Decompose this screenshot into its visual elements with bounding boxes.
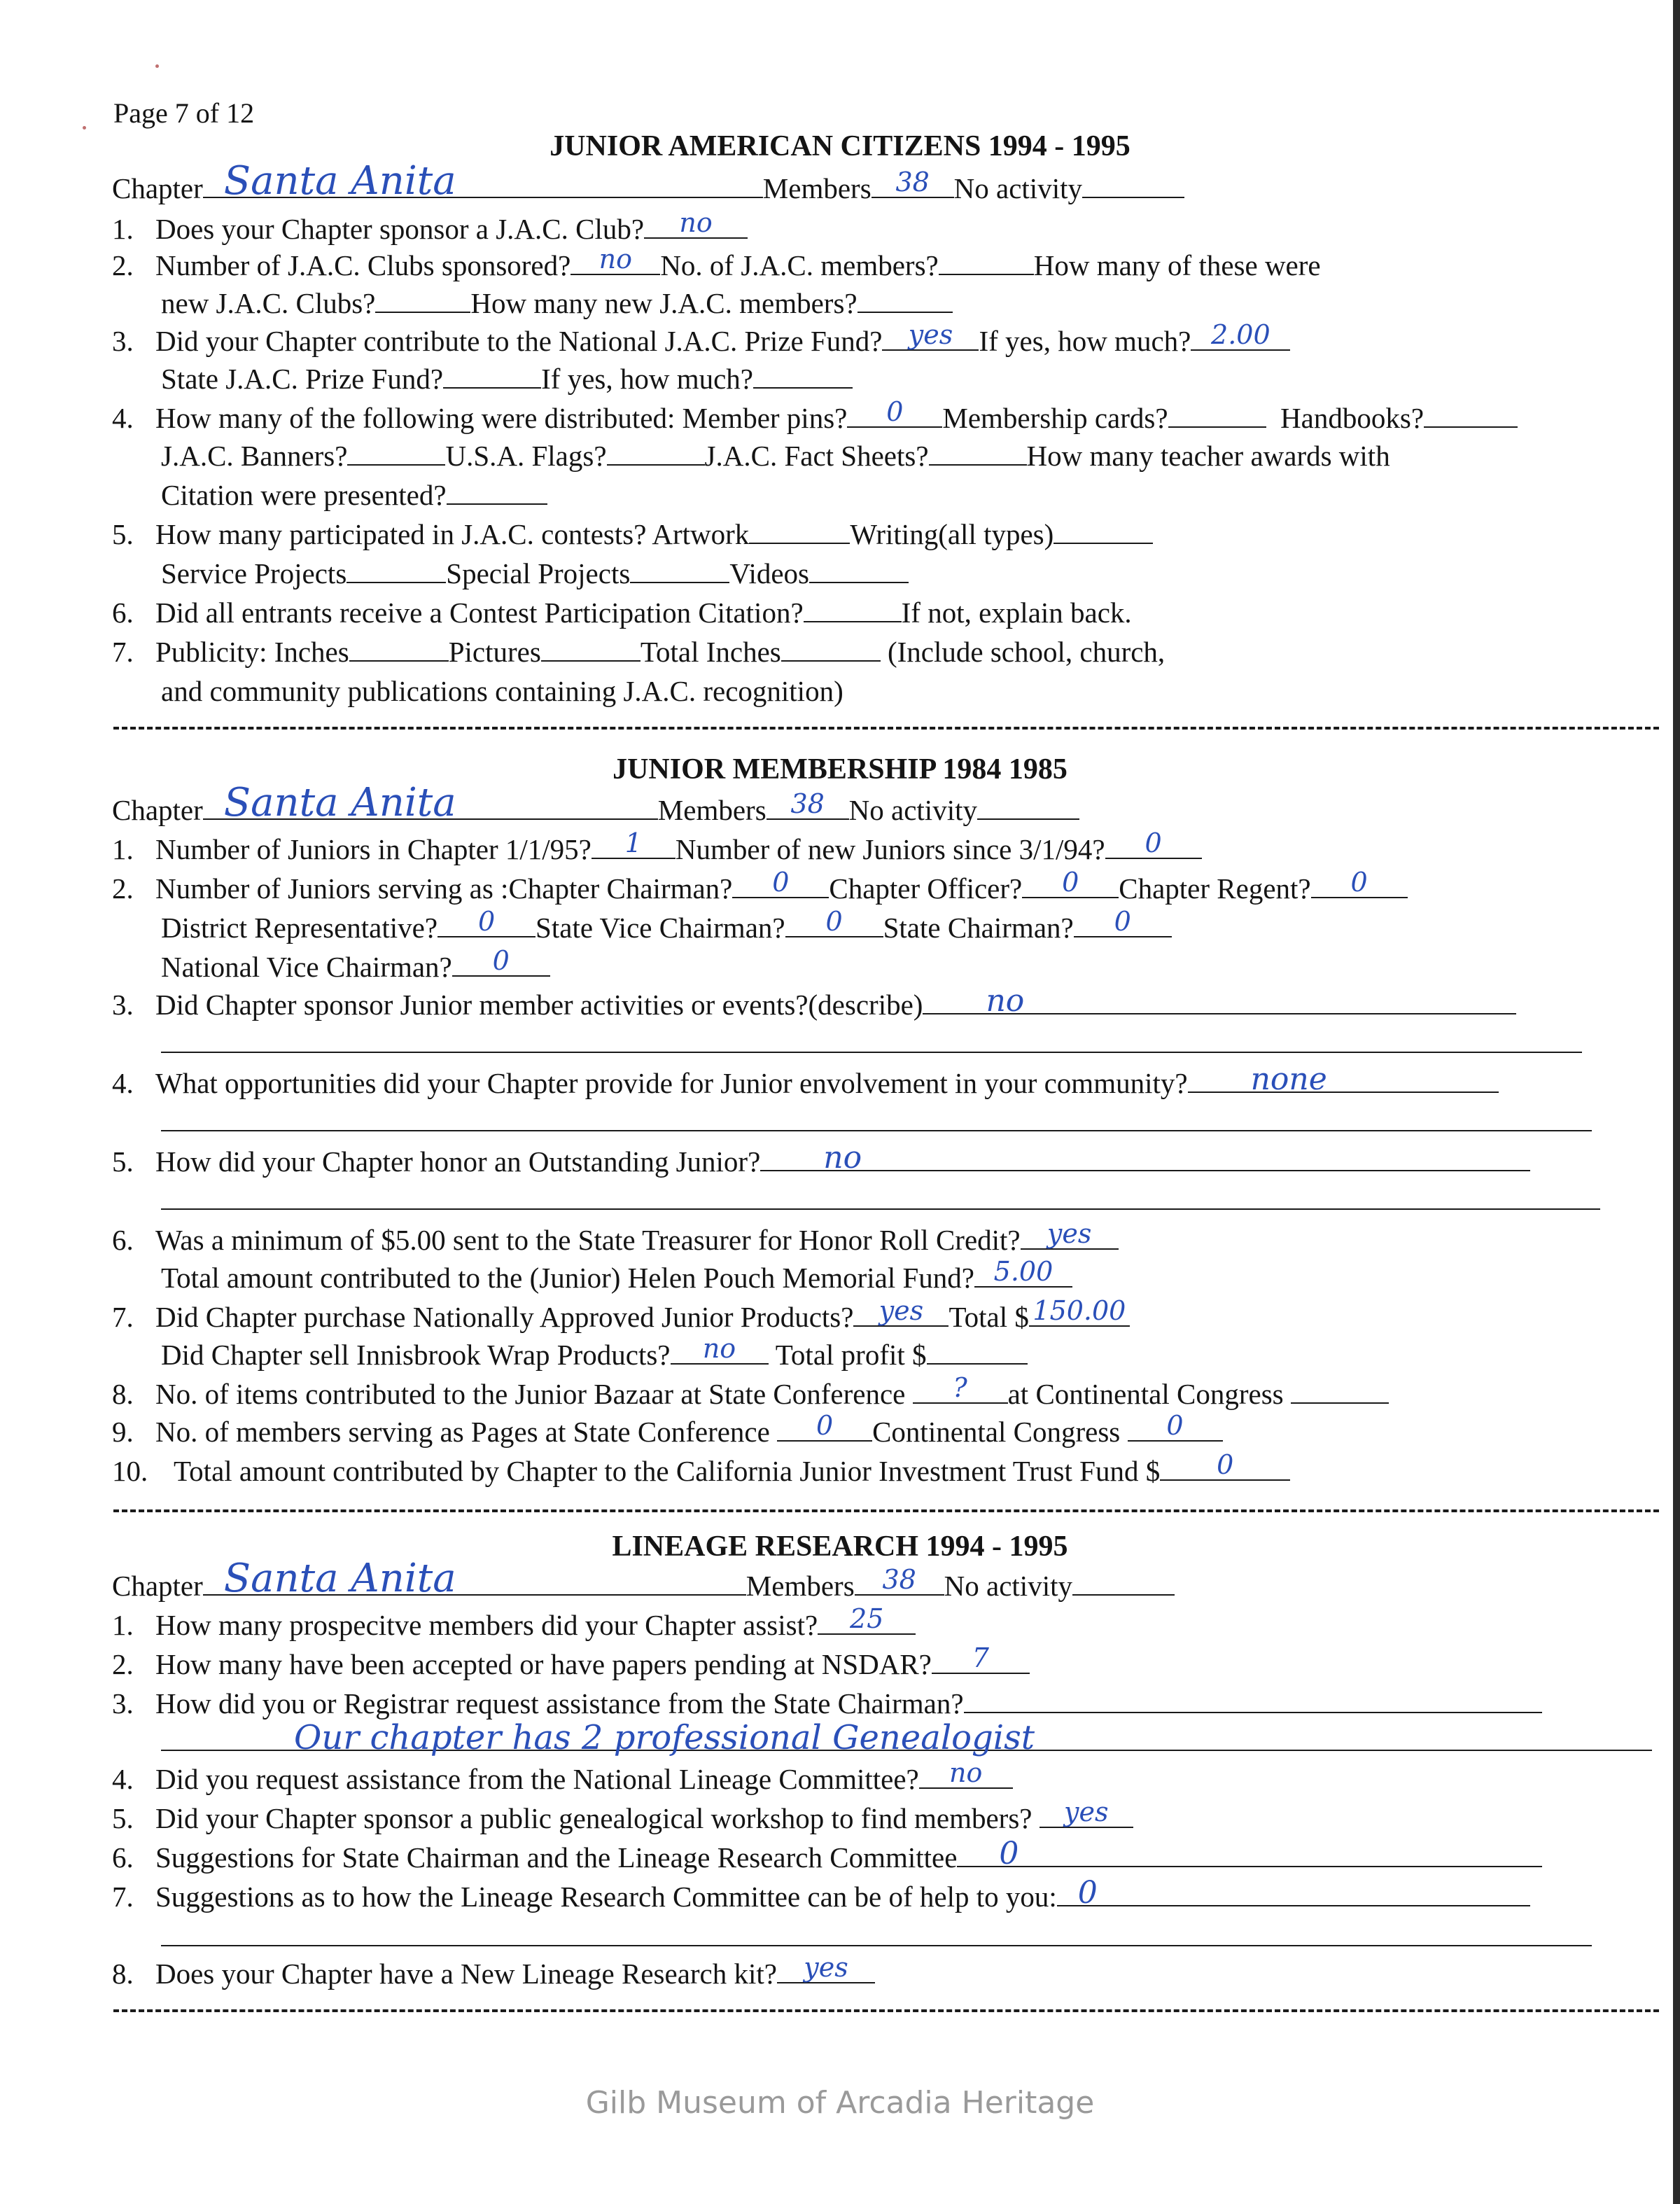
question-number: 5. (112, 1145, 134, 1178)
junior-q2 (112, 867, 1408, 905)
question-number: 3. (112, 989, 134, 1021)
question-text: If yes, how much? (979, 325, 1191, 357)
answer-field[interactable] (1021, 1218, 1119, 1250)
answer-handwritten: 0 (492, 945, 510, 976)
answer-field[interactable] (161, 1718, 1652, 1757)
answer-field[interactable] (570, 244, 660, 275)
question-text: If not, explain back. (901, 597, 1132, 629)
jac-q5 (112, 518, 1153, 550)
question-number: 2. (112, 249, 134, 281)
lineage-q1 (112, 1603, 916, 1641)
answer-field[interactable] (777, 1410, 872, 1442)
answer-handwritten: yes (1046, 1218, 1092, 1249)
lineage-q8 (112, 1952, 875, 1990)
jac-q6 (112, 597, 1132, 629)
question-number: 9. (112, 1416, 134, 1448)
jac-q2-cont (161, 287, 953, 319)
no-activity-field[interactable] (977, 795, 1079, 820)
members-label: Members (746, 1570, 855, 1602)
answer-field[interactable] (644, 207, 748, 239)
answer-handwritten: ? (953, 1372, 967, 1403)
jac-q5-cont (161, 557, 909, 590)
question-text: Special Projects (446, 557, 631, 590)
question-text: Citation were presented? (161, 479, 447, 511)
answer-handwritten: no (823, 1140, 862, 1176)
no-activity-label: No activity (944, 1570, 1072, 1602)
chapter-label: Chapter (112, 172, 203, 204)
answer-field[interactable] (1105, 828, 1202, 859)
answer-field[interactable] (1191, 319, 1290, 351)
question-text: Did your Chapter sponsor a public genealogical workshop to find members? (155, 1802, 1032, 1834)
question-number: 1. (112, 213, 134, 245)
question-number: 1. (112, 1609, 134, 1641)
question-number: 4. (112, 402, 134, 434)
question-text: How many teacher awards with (1026, 440, 1390, 472)
answer-field[interactable] (443, 363, 541, 389)
answer-field[interactable] (932, 1642, 1030, 1674)
answer-field[interactable] (1074, 906, 1172, 937)
answer-field[interactable] (630, 558, 729, 583)
question-text: Total profit $ (775, 1339, 927, 1371)
scan-edge (1673, 0, 1680, 2204)
answer-field[interactable] (1160, 1449, 1290, 1481)
question-number: 6. (112, 597, 134, 629)
watermark: Gilb Museum of Arcadia Heritage (585, 2085, 1095, 2121)
no-activity-label: No activity (848, 794, 977, 826)
question-text: (Include school, church, (887, 636, 1166, 668)
answer-field[interactable] (847, 396, 942, 428)
question-text: Chapter Officer? (829, 872, 1023, 905)
scan-speck (155, 64, 159, 68)
answer-field[interactable] (349, 636, 449, 662)
members-field[interactable] (766, 788, 849, 820)
question-text: Handbooks? (1280, 402, 1424, 434)
question-text: Did your Chapter contribute to the National J.A.C. Prize Fund? (155, 325, 883, 357)
question-text: How did your Chapter honor an Outstanding Junior? (155, 1145, 761, 1178)
question-text: Number of new Juniors since 3/1/94? (675, 833, 1105, 865)
question-text: Writing(all types) (850, 518, 1054, 550)
question-number: 7. (112, 1301, 134, 1333)
answer-field[interactable] (1168, 403, 1266, 428)
answer-field[interactable] (923, 983, 1516, 1019)
question-number: 5. (112, 518, 134, 550)
answer-field[interactable] (781, 636, 881, 662)
question-text: Did Chapter purchase Nationally Approved Junior Products? (155, 1301, 854, 1333)
answer-field[interactable] (818, 1603, 916, 1635)
answer-field[interactable] (1311, 867, 1408, 898)
answer-field[interactable] (541, 636, 640, 662)
members-label: Members (657, 794, 766, 826)
junior-q4 (112, 1061, 1499, 1099)
no-activity-field[interactable] (1082, 173, 1184, 198)
junior-q3 (112, 983, 1516, 1021)
answer-handwritten: 0 (477, 906, 496, 937)
answer-field[interactable] (753, 363, 853, 389)
answer-field[interactable] (927, 1339, 1028, 1365)
question-text: How many participated in J.A.C. contests? Artwork (155, 518, 750, 550)
question-text: Total amount contributed by Chapter to the California Junior Investment Trust Fund $ (174, 1455, 1161, 1487)
question-text: Continental Congress (872, 1416, 1121, 1448)
answer-handwritten: 0 (825, 906, 843, 937)
question-text: Number of Juniors in Chapter 1/1/95? (155, 833, 592, 865)
answer-field[interactable] (732, 867, 829, 898)
answer-handwritten: 0 (816, 1410, 834, 1441)
question-number: 8. (112, 1378, 134, 1410)
answer-field[interactable] (882, 319, 979, 351)
question-number: 6. (112, 1841, 134, 1874)
question-text: and community publications containing J.A.C. recognition) (161, 675, 844, 707)
answer-handwritten: 5.00 (993, 1256, 1054, 1287)
answer-handwritten: 7 (972, 1642, 989, 1673)
answer-field[interactable] (777, 1952, 875, 1983)
junior-q10 (112, 1449, 1290, 1487)
lineage-q2 (112, 1642, 1030, 1680)
chapter-handwritten: Santa Anita (223, 780, 456, 825)
section-divider (113, 1509, 1659, 1512)
answer-field[interactable] (452, 945, 550, 977)
answer-handwritten: 0 (999, 1836, 1019, 1871)
answer-field[interactable] (1022, 867, 1119, 898)
answer-field[interactable] (346, 558, 446, 583)
question-text: How many prospecitve members did your Chapter assist? (155, 1609, 818, 1641)
members-field[interactable] (872, 167, 954, 198)
answer-handwritten: 0 (1077, 1875, 1098, 1911)
chapter-label: Chapter (112, 1570, 203, 1602)
question-text: Does your Chapter have a New Lineage Research kit? (155, 1958, 777, 1990)
answer-field[interactable] (964, 1688, 1542, 1713)
junior-q6 (112, 1218, 1119, 1256)
question-text: Total Inches (640, 636, 781, 668)
question-text: new J.A.C. Clubs? (161, 287, 376, 319)
answer-field[interactable] (1029, 1295, 1130, 1327)
question-text: State Chairman? (883, 912, 1074, 944)
answer-field[interactable] (375, 288, 470, 313)
answer-field[interactable] (1291, 1379, 1389, 1404)
lineage-q6 (112, 1836, 1542, 1874)
answer-field[interactable] (957, 1836, 1542, 1871)
jac-q4 (112, 396, 1518, 434)
question-number: 4. (112, 1067, 134, 1099)
answer-handwritten: no (598, 244, 632, 274)
junior-section-title: JUNIOR MEMBERSHIP 1984 1985 (612, 753, 1068, 786)
question-text: District Representative? (161, 912, 438, 944)
answer-handwritten: yes (1064, 1797, 1109, 1827)
jac-q4-cont2 (161, 479, 547, 511)
junior-q8 (112, 1372, 1389, 1410)
answer-continuation-line[interactable] (161, 1130, 1592, 1131)
answer-field[interactable] (858, 288, 953, 313)
lineage-q5 (112, 1797, 1133, 1834)
answer-handwritten: none (1250, 1061, 1327, 1097)
answer-handwritten: no (949, 1757, 983, 1788)
answer-field[interactable] (804, 597, 902, 622)
question-text: Number of J.A.C. Clubs sponsored? (155, 249, 571, 281)
question-number: 1. (112, 833, 134, 865)
answer-continuation-line[interactable] (161, 1208, 1600, 1210)
lineage-q3 (112, 1687, 1542, 1720)
question-text: No. of members serving as Pages at State Conference (155, 1416, 770, 1448)
answer-handwritten: 1 (624, 828, 642, 858)
jac-section-title: JUNIOR AMERICAN CITIZENS 1994 - 1995 (550, 130, 1130, 162)
question-number: 7. (112, 1881, 134, 1913)
question-text: State Vice Chairman? (536, 912, 785, 944)
answer-field[interactable] (671, 1333, 769, 1365)
question-number: 2. (112, 1648, 134, 1680)
answer-handwritten: 0 (1144, 828, 1162, 858)
question-text: Service Projects (161, 557, 347, 590)
question-text: Total $ (948, 1301, 1029, 1333)
members-label: Members (762, 172, 872, 204)
question-text: If yes, how much? (541, 363, 753, 395)
junior-q7-cont (161, 1333, 1028, 1371)
answer-field[interactable] (974, 1256, 1072, 1288)
question-text: Was a minimum of $5.00 sent to the State Treasurer for Honor Roll Credit? (155, 1224, 1021, 1256)
question-number: 6. (112, 1224, 134, 1256)
question-text: U.S.A. Flags? (445, 440, 607, 472)
question-text: Suggestions as to how the Lineage Research Committee can be of help to you: (155, 1881, 1057, 1913)
junior-q5 (112, 1140, 1530, 1178)
question-text: State J.A.C. Prize Fund? (161, 363, 444, 395)
junior-q7 (112, 1295, 1130, 1333)
question-text: Chapter Regent? (1119, 872, 1311, 905)
question-number: 5. (112, 1802, 134, 1834)
question-number: 7. (112, 636, 134, 668)
question-text: National Vice Chairman? (161, 951, 452, 983)
lineage-q4 (112, 1757, 1013, 1795)
question-text: Did all entrants receive a Contest Participation Citation? (155, 597, 804, 629)
junior-q9 (112, 1410, 1223, 1448)
junior-q2-cont (161, 906, 1172, 944)
chapter-field[interactable] (203, 158, 763, 204)
answer-handwritten: no (679, 207, 713, 238)
answer-field[interactable] (929, 440, 1027, 466)
answer-field[interactable] (1424, 403, 1518, 428)
answer-field[interactable] (607, 440, 705, 466)
answer-field[interactable] (438, 906, 536, 937)
question-text: Videos (729, 557, 810, 590)
answer-field[interactable] (919, 1757, 1013, 1789)
question-text: How did you or Registrar request assistance from the State Chairman? (155, 1687, 964, 1720)
lineage-q7 (112, 1875, 1530, 1913)
question-text: Does your Chapter sponsor a J.A.C. Club? (155, 213, 645, 245)
question-text: No. of items contributed to the Junior Bazaar at State Conference (155, 1378, 906, 1410)
answer-handwritten: 0 (1166, 1410, 1184, 1441)
question-text: Did Chapter sponsor Junior member activities or events?(describe) (155, 989, 923, 1021)
question-text: J.A.C. Fact Sheets? (704, 440, 929, 472)
answer-handwritten: 0 (886, 396, 904, 427)
question-text: Total amount contributed to the (Junior) Helen Pouch Memorial Fund? (161, 1262, 974, 1294)
answer-field[interactable] (939, 250, 1034, 275)
question-text: How many new J.A.C. members? (470, 287, 858, 319)
answer-handwritten: 0 (1114, 906, 1131, 937)
answer-handwritten: 2.00 (1211, 319, 1270, 350)
answer-continuation-line[interactable] (161, 1052, 1582, 1053)
members-handwritten: 38 (895, 167, 930, 197)
answer-handwritten: 0 (772, 867, 790, 898)
answer-field[interactable] (1128, 1410, 1223, 1442)
answer-handwritten: yes (878, 1295, 924, 1326)
question-text: How many of the following were distributed: Member pins? (155, 402, 848, 434)
answer-handwritten: 0 (1062, 867, 1079, 898)
question-number: 2. (112, 872, 134, 905)
answer-field[interactable] (760, 1140, 1530, 1176)
members-handwritten: 38 (882, 1564, 916, 1595)
junior-q1 (112, 828, 1202, 865)
chapter-field[interactable] (203, 1556, 746, 1601)
answer-handwritten: 0 (1350, 867, 1368, 898)
question-text: Number of Juniors serving as :Chapter Chairman? (155, 872, 733, 905)
answer-handwritten: yes (804, 1952, 848, 1983)
answer-handwritten: Our chapter has 2 professional Genealogist (294, 1718, 1035, 1757)
scan-speck (83, 126, 86, 130)
no-activity-label: No activity (953, 172, 1082, 204)
jac-q7-cont (161, 675, 844, 707)
chapter-field[interactable] (203, 780, 658, 825)
question-number: 4. (112, 1763, 134, 1795)
question-text: Did you request assistance from the National Lineage Committee? (155, 1763, 919, 1795)
answer-field[interactable] (1057, 1875, 1530, 1911)
question-text: What opportunities did your Chapter provide for Junior envolvement in your community? (155, 1067, 1188, 1099)
jac-q3-cont (161, 363, 853, 395)
lineage-section-title: LINEAGE RESEARCH 1994 - 1995 (612, 1530, 1068, 1563)
answer-continuation-line[interactable] (161, 1945, 1592, 1946)
answer-field[interactable] (853, 1295, 948, 1327)
answer-handwritten: 0 (1217, 1449, 1234, 1480)
answer-field[interactable] (447, 480, 547, 505)
answer-field[interactable] (1054, 519, 1153, 544)
answer-handwritten: yes (908, 319, 953, 350)
jac-q7 (112, 636, 1165, 668)
jac-q3 (112, 319, 1290, 357)
question-text: Publicity: Inches (155, 636, 349, 668)
question-number: 8. (112, 1958, 134, 1990)
jac-q2 (112, 244, 1321, 281)
answer-handwritten: 150.00 (1032, 1295, 1126, 1326)
answer-field[interactable] (1188, 1061, 1499, 1097)
question-text: How many of these were (1033, 249, 1321, 281)
question-text: at Continental Congress (1007, 1378, 1284, 1410)
question-text: Membership cards? (942, 402, 1168, 434)
page-number: Page 7 of 12 (113, 97, 255, 129)
jac-q1 (112, 207, 748, 245)
junior-q2-cont2 (161, 945, 550, 983)
chapter-handwritten: Santa Anita (223, 1556, 456, 1601)
chapter-handwritten: Santa Anita (223, 158, 456, 204)
question-number: 3. (112, 325, 134, 357)
section-divider (113, 2009, 1659, 2012)
answer-handwritten: no (986, 983, 1025, 1019)
answer-handwritten: no (702, 1333, 736, 1364)
chapter-label: Chapter (112, 794, 203, 826)
answer-field[interactable] (785, 906, 883, 937)
no-activity-field[interactable] (1072, 1570, 1175, 1596)
answer-handwritten: 25 (850, 1603, 884, 1634)
answer-field[interactable] (347, 440, 445, 466)
question-number: 3. (112, 1687, 134, 1720)
members-handwritten: 38 (790, 788, 825, 819)
question-text: Suggestions for State Chairman and the Lineage Research Committee (155, 1841, 958, 1874)
question-text: Pictures (448, 636, 541, 668)
question-text: No. of J.A.C. members? (660, 249, 939, 281)
junior-q6-cont (161, 1256, 1072, 1294)
question-text: J.A.C. Banners? (161, 440, 348, 472)
answer-field[interactable] (749, 519, 850, 544)
lineage-q3-answer-line (161, 1718, 1652, 1757)
answer-field[interactable] (592, 828, 676, 859)
junior-chapter-line (112, 780, 1079, 826)
answer-field[interactable] (809, 558, 909, 583)
section-divider (113, 727, 1659, 730)
question-text: How many have been accepted or have papers pending at NSDAR? (155, 1648, 932, 1680)
jac-chapter-line (112, 158, 1184, 204)
answer-field[interactable] (913, 1372, 1008, 1404)
jac-q4-cont (161, 440, 1390, 472)
answer-field[interactable] (1040, 1797, 1133, 1828)
members-field[interactable] (855, 1564, 944, 1596)
question-text: Did Chapter sell Innisbrook Wrap Products? (161, 1339, 671, 1371)
question-number: 10. (112, 1455, 148, 1487)
lineage-chapter-line (112, 1556, 1175, 1602)
